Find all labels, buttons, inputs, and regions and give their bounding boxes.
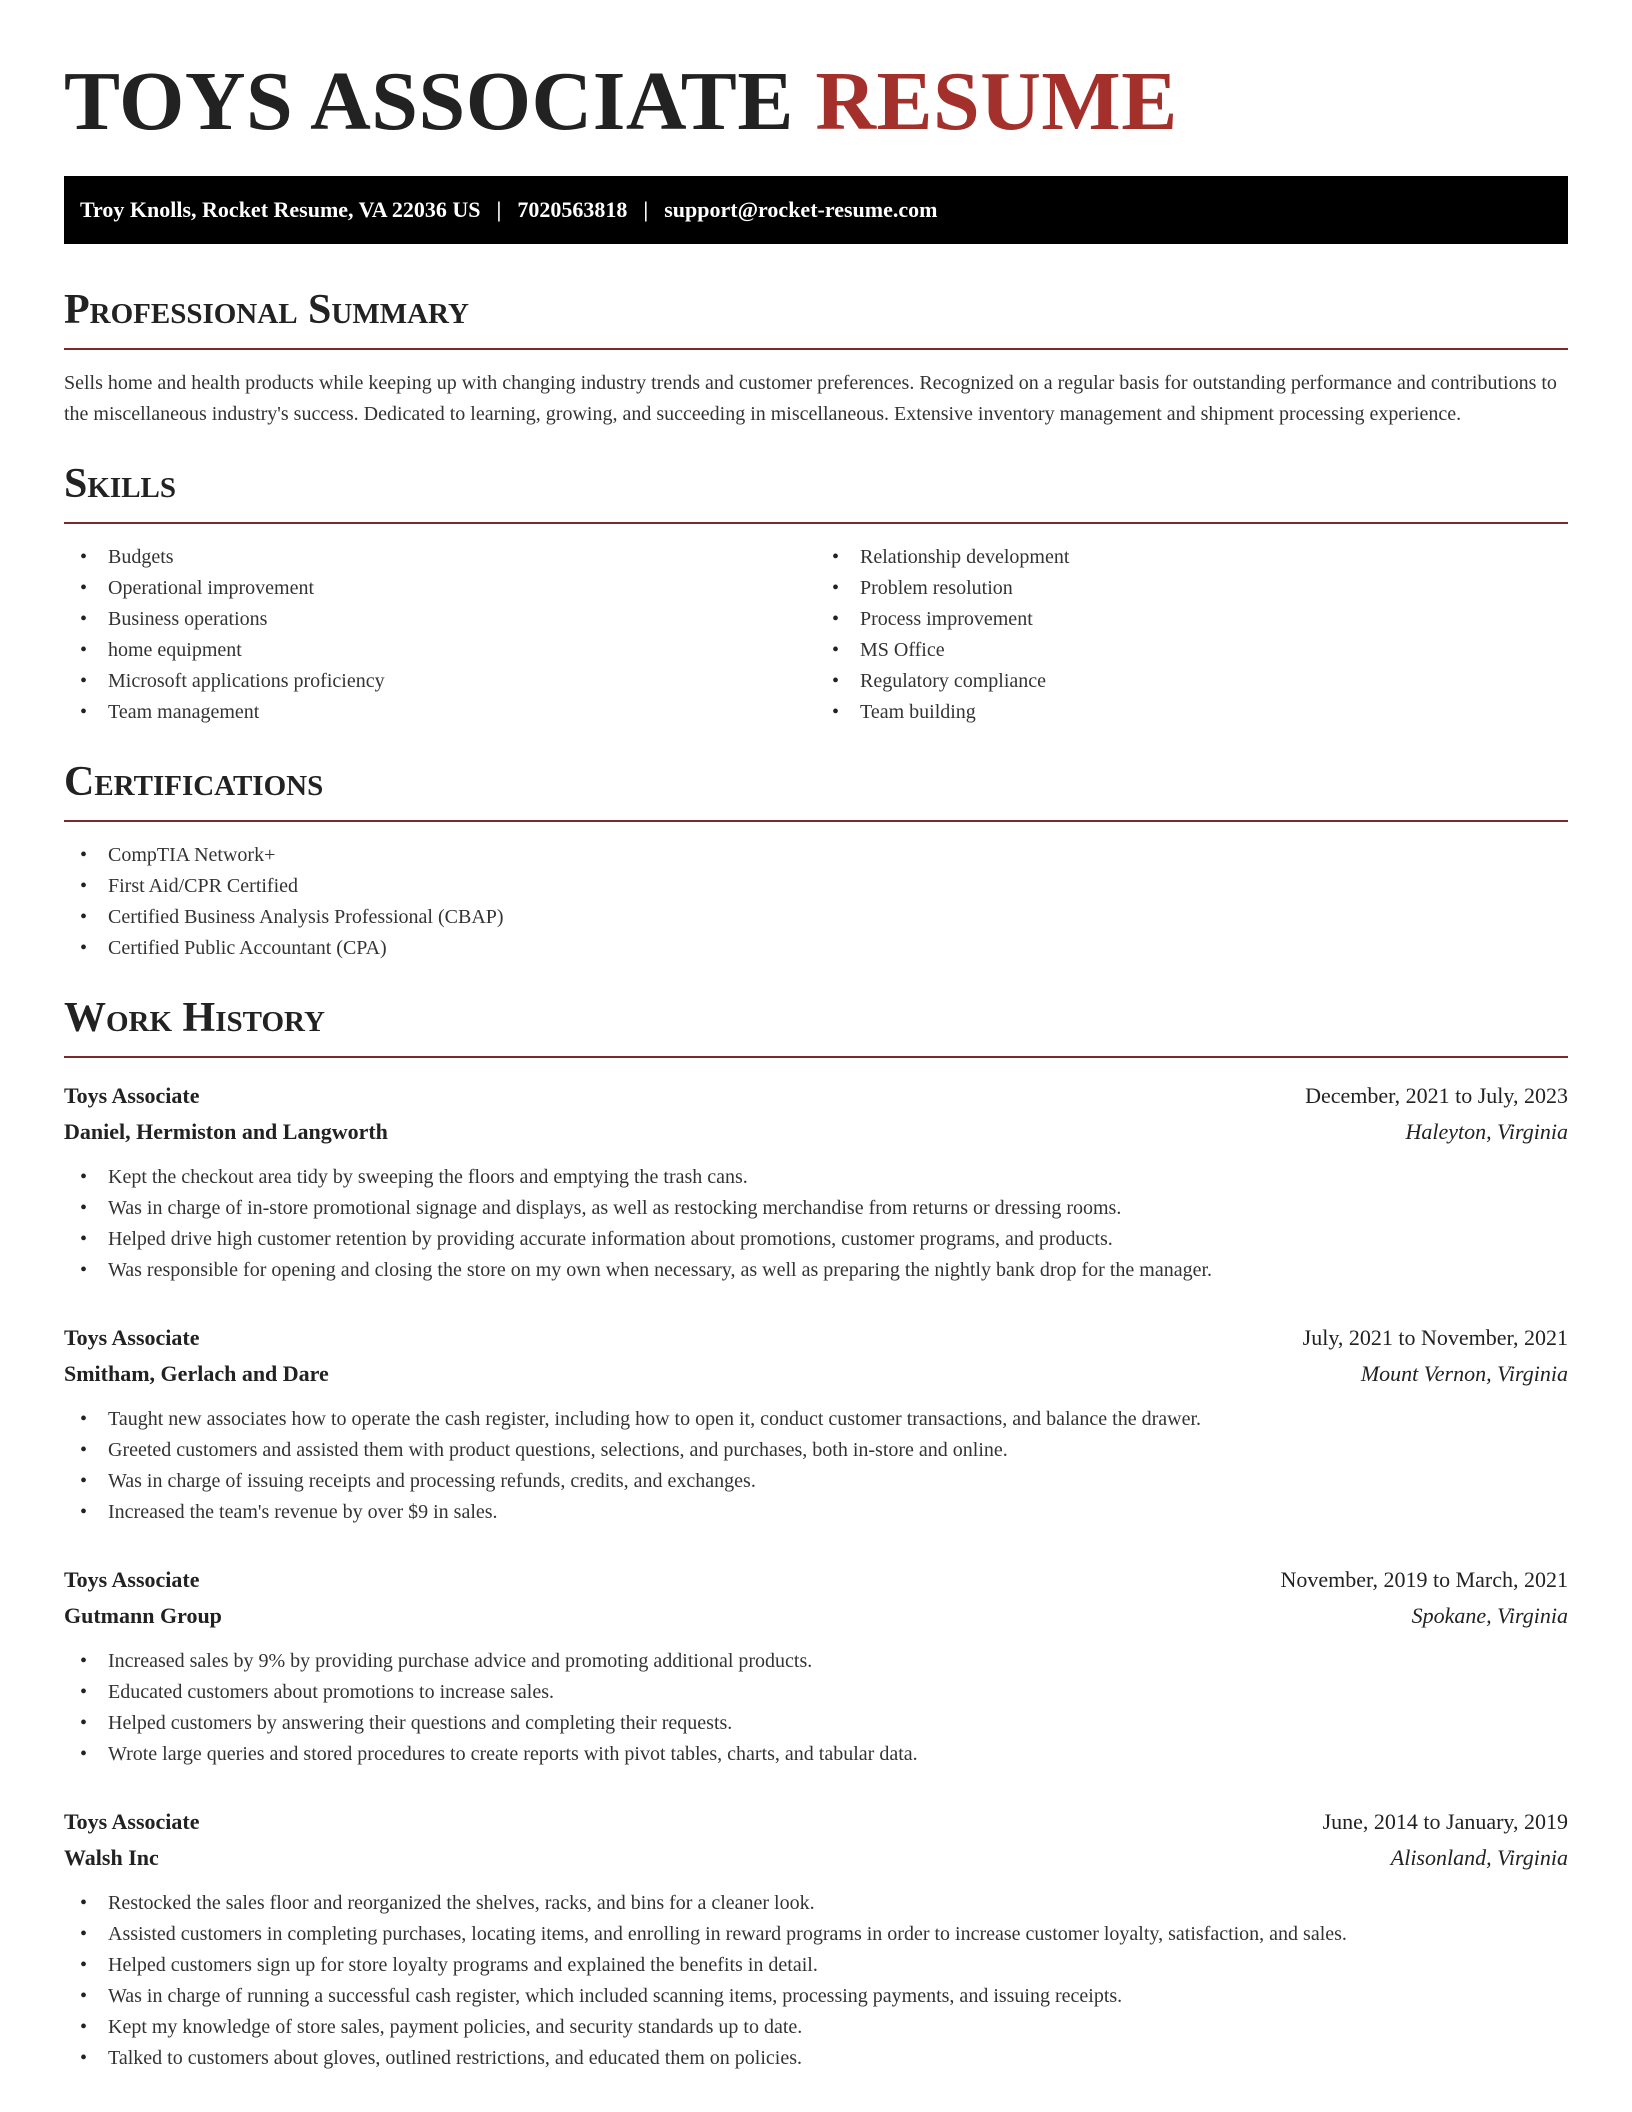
job-bullet: • Restocked the sales floor and reorganized the shelves, racks, and bins for a cleaner look.: [64, 1888, 1568, 1919]
job-company: Smitham, Gerlach and Dare: [64, 1361, 329, 1386]
job-bullet: • Helped customers by answering their questions and completing their requests.: [64, 1708, 1568, 1739]
job-bullets: [64, 1646, 1568, 1770]
resume-title: [64, 56, 1568, 148]
skill-item: • Budgets: [64, 542, 816, 573]
certifications-list: [64, 840, 1568, 964]
job-location: Haleyton, Virginia: [1405, 1119, 1568, 1144]
section-heading-summary: Professional Summary: [64, 286, 1568, 350]
job-entry: [64, 1804, 1568, 2074]
job-title: Toys Associate: [64, 1083, 200, 1108]
job-bullet: • Was in charge of running a successful cash register, which included scanning items, processing payments, and issuing receipts.: [64, 1981, 1568, 2012]
job-bullet: • Kept my knowledge of store sales, payment policies, and security standards up to date.: [64, 2012, 1568, 2043]
work-history-section: [64, 994, 1568, 2074]
certification-item: • Certified Public Accountant (CPA): [64, 933, 1568, 964]
skill-item: • Team building: [816, 697, 1568, 728]
title-main: TOYS ASSOCIATE: [64, 55, 794, 148]
job-bullet: • Was in charge of issuing receipts and processing refunds, credits, and exchanges.: [64, 1466, 1568, 1497]
job-location: Mount Vernon, Virginia: [1360, 1361, 1568, 1386]
job-entry: [64, 1320, 1568, 1528]
job-dates: November, 2019 to March, 2021: [1280, 1567, 1568, 1592]
job-entry: [64, 1078, 1568, 1286]
job-header-row: [64, 1078, 1568, 1114]
summary-text: Sells home and health products while keeping up with changing industry trends and customer preferences. Recognized on a regular basis for outstanding performance and contributions to the miscellaneous industry's success. Dedicated to learning, growing, and succeeding in miscellaneous. Extensive inventory management and shipment processing experience.: [64, 372, 1557, 425]
job-title: Toys Associate: [64, 1567, 200, 1592]
job-company-row: [64, 1356, 1568, 1392]
professional-summary-section: [64, 286, 1568, 430]
job-dates: June, 2014 to January, 2019: [1322, 1809, 1568, 1834]
skill-item: • Problem resolution: [816, 573, 1568, 604]
job-bullet: • Kept the checkout area tidy by sweeping the floors and emptying the trash cans.: [64, 1162, 1568, 1193]
section-heading-work-history: Work History: [64, 994, 1568, 1058]
job-dates: December, 2021 to July, 2023: [1305, 1083, 1568, 1108]
skill-item: • MS Office: [816, 635, 1568, 666]
skills-list-right: [816, 542, 1568, 728]
job-bullet: • Talked to customers about gloves, outlined restrictions, and educated them on policies.: [64, 2043, 1568, 2074]
job-header-row: [64, 1320, 1568, 1356]
title-accent: RESUME: [815, 55, 1178, 148]
job-bullet: • Taught new associates how to operate the cash register, including how to open it, conduct customer transactions, and balance the drawer.: [64, 1404, 1568, 1435]
job-entry: [64, 1562, 1568, 1770]
skills-list-left: [64, 542, 816, 728]
contact-address: Troy Knolls, Rocket Resume, VA 22036 US: [80, 197, 481, 222]
job-company: Daniel, Hermiston and Langworth: [64, 1119, 388, 1144]
job-header-row: [64, 1562, 1568, 1598]
job-bullets: [64, 1162, 1568, 1286]
job-bullet: • Helped drive high customer retention by providing accurate information about promotions, customer programs, and products.: [64, 1224, 1568, 1255]
job-dates: July, 2021 to November, 2021: [1302, 1325, 1568, 1350]
job-company-row: [64, 1840, 1568, 1876]
job-bullet: • Was in charge of in-store promotional signage and displays, as well as restocking merchandise from returns or dressing rooms.: [64, 1193, 1568, 1224]
job-company: Walsh Inc: [64, 1845, 159, 1870]
skill-item: • Team management: [64, 697, 816, 728]
job-title: Toys Associate: [64, 1325, 200, 1350]
skill-item: • Process improvement: [816, 604, 1568, 635]
job-bullets: [64, 1888, 1568, 2074]
contact-separator: |: [643, 197, 649, 222]
job-location: Alisonland, Virginia: [1390, 1845, 1568, 1870]
skill-item: • Regulatory compliance: [816, 666, 1568, 697]
job-bullet: • Assisted customers in completing purchases, locating items, and enrolling in reward programs in order to increase customer loyalty, satisfaction, and sales.: [64, 1919, 1568, 1950]
skill-item: • home equipment: [64, 635, 816, 666]
certifications-section: [64, 758, 1568, 964]
contact-phone: 7020563818: [517, 197, 628, 222]
job-company-row: [64, 1598, 1568, 1634]
contact-email: support@rocket-resume.com: [664, 197, 938, 222]
skill-item: • Relationship development: [816, 542, 1568, 573]
job-bullets: [64, 1404, 1568, 1528]
job-header-row: [64, 1804, 1568, 1840]
job-bullet: • Educated customers about promotions to increase sales.: [64, 1677, 1568, 1708]
section-heading-skills: Skills: [64, 460, 1568, 524]
skill-item: • Operational improvement: [64, 573, 816, 604]
contact-separator: |: [496, 197, 502, 222]
skills-grid: [64, 542, 1568, 728]
contact-bar: [64, 176, 1568, 244]
job-bullet: • Increased the team's revenue by over $9 in sales.: [64, 1497, 1568, 1528]
job-bullet: • Greeted customers and assisted them with product questions, selections, and purchases, both in-store and online.: [64, 1435, 1568, 1466]
job-bullet: • Wrote large queries and stored procedures to create reports with pivot tables, charts, and tabular data.: [64, 1739, 1568, 1770]
job-location: Spokane, Virginia: [1411, 1603, 1568, 1628]
job-bullet: • Helped customers sign up for store loyalty programs and explained the benefits in detail.: [64, 1950, 1568, 1981]
skills-section: [64, 460, 1568, 728]
job-bullet: • Was responsible for opening and closing the store on my own when necessary, as well as preparing the nightly bank drop for the manager.: [64, 1255, 1568, 1286]
job-company: Gutmann Group: [64, 1603, 222, 1628]
job-bullet: • Increased sales by 9% by providing purchase advice and promoting additional products.: [64, 1646, 1568, 1677]
section-heading-certifications: Certifications: [64, 758, 1568, 822]
job-company-row: [64, 1114, 1568, 1150]
job-title: Toys Associate: [64, 1809, 200, 1834]
skill-item: • Microsoft applications proficiency: [64, 666, 816, 697]
certification-item: • First Aid/CPR Certified: [64, 871, 1568, 902]
certification-item: • CompTIA Network+: [64, 840, 1568, 871]
skill-item: • Business operations: [64, 604, 816, 635]
certification-item: • Certified Business Analysis Professional (CBAP): [64, 902, 1568, 933]
